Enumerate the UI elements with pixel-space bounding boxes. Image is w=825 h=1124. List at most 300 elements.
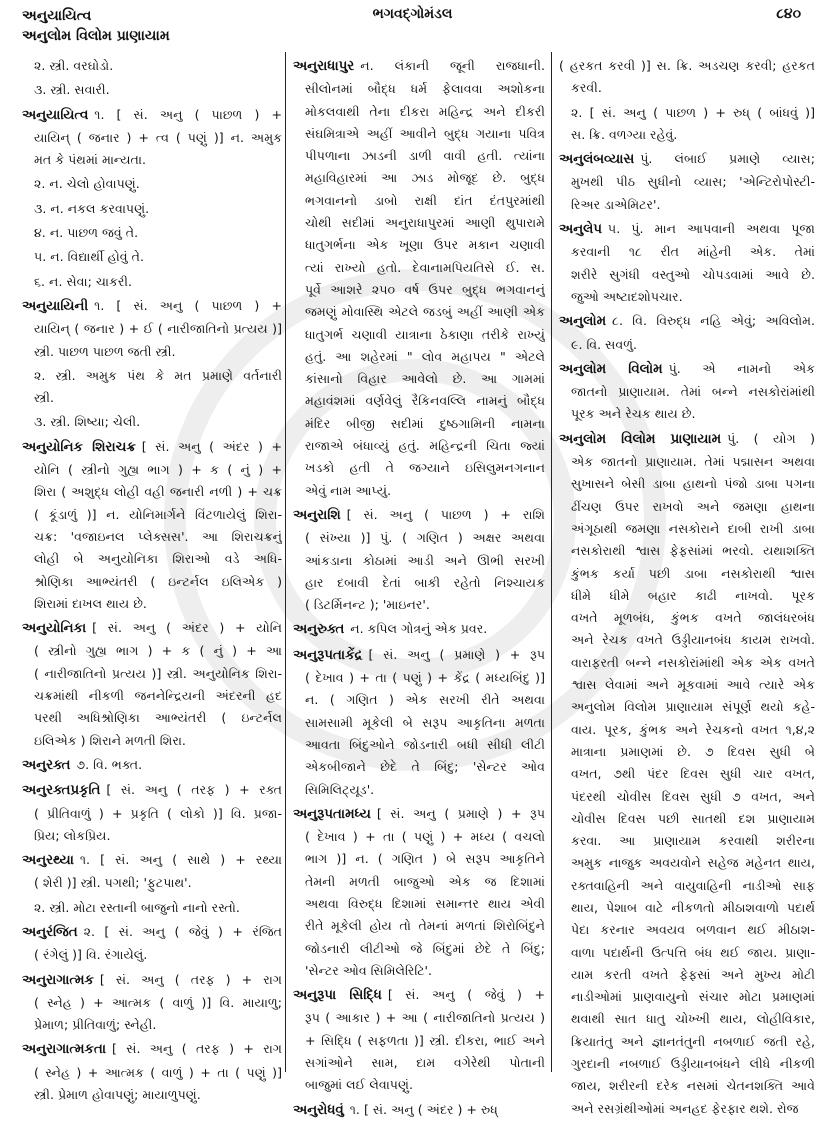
entry-line xyxy=(293,234,545,256)
definition-text: મુખથી પીઠ સુધીનો વ્યાસ; 'એન્ટિરોપોસ્ટી- xyxy=(571,174,815,190)
headword: અનુરાગાત્મક xyxy=(22,972,94,988)
entry-sense xyxy=(559,55,815,100)
entry-line xyxy=(293,1074,545,1096)
entry-line xyxy=(559,1075,815,1097)
entry-sense xyxy=(559,102,815,147)
dictionary-entry xyxy=(293,1099,545,1122)
definition-text: [ સં. અનુ ( પાછળ ) + રાશિ xyxy=(346,506,545,522)
definition-text: નાડીઓમાં પ્રાણવાયુનો સંચાર મોટા પ્રમાણમાં xyxy=(571,989,815,1005)
definition-text: સીલોનમાં બૌદ્ધ ધર્મ ફેલાવવા અશોકના xyxy=(305,81,545,97)
definition-text: સંઘમિત્રાએ અહીં આવીને બુદ્ધ ગયાના પવિત્ર xyxy=(305,125,545,141)
definition-text: પંદરથી ચોવીસ દિવસ સુધી ૭ વખત, અને xyxy=(571,788,815,804)
definition-text: પું. ( યોગ ) xyxy=(727,430,815,446)
definition-text: એકબીજાને છેદે તે બિંદુ; 'સેન્ટર ઓવ xyxy=(305,759,545,775)
entry-sense xyxy=(22,271,282,293)
entry-line xyxy=(22,526,282,548)
entry-line xyxy=(22,149,282,171)
entry-line xyxy=(559,77,815,99)
definition-text: ન. કપિલ ગોત્રનું એક પ્રવર. xyxy=(350,621,488,637)
definition-text: અમુક નાજુક અવયવોને સહેજ મહેનત થાય, xyxy=(571,855,815,871)
definition-text: ક્રિયાતંતુ અને જ્ઞાનતંતુની નબળાઈ જતી રહે, xyxy=(571,1033,815,1049)
entry-line xyxy=(22,198,282,220)
definition-text: ( પ્રીતિવાળું ) + પ્રકૃતિ ( લોકો )] વિ. પ્રજા- xyxy=(34,805,282,821)
definition-text: નસકોરાથી શ્વાસ ફેફસાંમાં ભરવો. યથાશક્તિ xyxy=(571,543,815,559)
definition-text: ખડકો હતી તે જગ્યાને ઇસિલુમનગનાન xyxy=(305,460,545,476)
dictionary-entry xyxy=(293,504,545,616)
definition-text: વાળા પદાર્થની ઉત્પત્તિ બંધ થઈ જાય. પ્રાણા- xyxy=(571,944,815,960)
guide-word-first: અનુયાયિત્વ xyxy=(22,8,92,24)
entry-line xyxy=(559,171,815,193)
entry-line xyxy=(293,346,545,368)
entry-line xyxy=(22,295,282,318)
headword: અનુરુક્ત xyxy=(293,622,345,638)
entry-line xyxy=(559,786,815,808)
headword: અનુયોનિક શિરાચક્ર xyxy=(22,439,136,455)
entry-line xyxy=(559,585,815,607)
column-3 xyxy=(559,55,815,1122)
definition-text: ( ડિટર્મિનન્ટ ); 'માઇનર'. xyxy=(305,597,430,613)
entry-sense xyxy=(22,55,282,77)
headword: અનુયાયિની xyxy=(22,298,89,314)
entry-line xyxy=(293,689,545,711)
entry-line xyxy=(293,915,545,937)
definition-text: લોહી બે અનુયોનિકા શિરાઓ વડે અધિ- xyxy=(34,551,282,567)
dictionary-entry xyxy=(22,849,282,895)
definition-text: ૨. સ્ત્રી. અમુક પંથ કે મત પ્રમાણે વર્તનારી xyxy=(34,367,282,383)
entry-line xyxy=(22,1014,282,1036)
dictionary-entry xyxy=(22,754,282,777)
entry-line xyxy=(22,104,282,127)
definition-text: રિઅર ડાએમિટર'. xyxy=(571,196,661,212)
headword: અનુરૂપતામધ્ય xyxy=(293,806,371,822)
definition-text: ( દેખાવ ) + તા ( પણું ) + મધ્ય ( વચલો xyxy=(305,829,545,845)
definition-text: મંદિર બીજી સદીમાં દુષ્ઠગામિની નામના xyxy=(305,415,545,431)
definition-text: આંકડાના કોઠામાં આડી અને ઊભી સરખી xyxy=(305,552,545,568)
entry-line xyxy=(22,271,282,293)
entry-line xyxy=(293,123,545,145)
definition-text: ૬. ન. સેવા; ચાકરી. xyxy=(34,273,132,289)
definition-text: કરવાની ૧૮ રીત માંહેની એક. તેમાં xyxy=(571,244,815,260)
entry-line xyxy=(559,194,815,216)
definition-text: ૯. વિ. સવળું. xyxy=(571,336,638,352)
definition-text: સામસામી મૂકેલી બે સરૂપ આકૃતિના મળતા xyxy=(305,714,545,730)
definition-text: પીપળાના ઝાડની ડાળી વાવી હતી. ત્યાંના xyxy=(305,148,545,164)
entry-line xyxy=(293,667,545,689)
definition-text: રૂપ ( આકાર ) + આ ( નારીજાતિનો પ્રત્યય ) xyxy=(305,1010,545,1026)
entry-line xyxy=(293,1007,545,1029)
entry-line xyxy=(559,310,815,333)
entry-line xyxy=(293,324,545,346)
definition-text: અનુલોમ વિલોમ પ્રાણાયામ સંપૂર્ણ થયો કહે- xyxy=(571,699,815,715)
entry-line xyxy=(22,593,282,615)
definition-text: મત કે પંથમાં માન્યતા. xyxy=(34,152,146,168)
entry-line xyxy=(293,55,545,78)
entry-line xyxy=(293,712,545,734)
entry-line xyxy=(293,572,545,594)
definition-text: ન. ( ગણિત ) એક સરખી રીતે અથવા xyxy=(305,692,545,708)
headword: અનુલોમ વિલોમ xyxy=(559,361,663,377)
dictionary-entry xyxy=(559,428,815,1120)
headword: અનુરાશિ xyxy=(293,507,341,523)
entry-line xyxy=(559,986,815,1008)
dictionary-entry xyxy=(22,921,282,967)
column-divider xyxy=(551,52,552,1072)
entry-line xyxy=(559,264,815,286)
entry-sense xyxy=(22,222,282,244)
definition-text: પેદા કરનાર અવયવ બળવાન થઈ મીઠાશ- xyxy=(571,922,815,938)
entry-line xyxy=(559,1031,815,1053)
headword: અનુયાયિત્વ xyxy=(22,107,89,123)
entry-line xyxy=(559,830,815,852)
definition-text: ૨. સ્ત્રી. મોટા રસ્તાની બાજુનો નાનો રસ્તો. xyxy=(34,899,240,915)
definition-text: અને રસગ્રંથીઓમાં અનહદ ફેરફાર થશે. રોજ xyxy=(571,1100,799,1116)
entry-line xyxy=(22,571,282,593)
definition-text: ઢીંચણ ઉપર રાખવો અને જમણા હાથના xyxy=(571,498,815,514)
entry-line xyxy=(22,55,282,77)
definition-text: વાય. પૂરક, કુંભક અને રેચકનો વખત ૧,૪,૨ xyxy=(571,721,815,737)
entry-line xyxy=(559,55,815,77)
definition-text: કાંસાનો વિહાર આવેલો છે. આ ગામમાં xyxy=(305,371,545,387)
entry-line xyxy=(559,358,815,381)
definition-text: ગુરદાની નબળાઈ ઉડ્ડીયાનબંધને લીધે નીકળી xyxy=(571,1056,815,1072)
entry-line xyxy=(293,734,545,756)
headword: અનુરક્તપ્રકૃતિ xyxy=(22,783,101,799)
entry-line xyxy=(293,893,545,915)
entry-line xyxy=(559,518,815,540)
entry-line xyxy=(22,318,282,340)
entry-line xyxy=(22,387,282,409)
entry-line xyxy=(559,496,815,518)
definition-text: [ સં. અનુ ( અંદર ) + xyxy=(141,438,282,454)
headword: અનુરાધાપુર xyxy=(293,59,355,74)
definition-text: ભગવાનનો ડાબો રાક્ષી દાંત દંતપુરમાંથી xyxy=(305,192,545,208)
definition-text: હતું. આ શહેરમાં " લોવ મહાપય " એટલે xyxy=(305,348,545,364)
entry-line xyxy=(559,148,815,171)
definition-text: હાર દબાવી દેતાં બાકી રહેતો નિશ્ચાયક xyxy=(305,574,545,590)
entry-line xyxy=(22,436,282,459)
entry-line xyxy=(22,79,282,101)
headword: અનુરાગાત્મકતા xyxy=(22,1042,107,1058)
entry-line xyxy=(559,540,815,562)
definition-text: ચક્રમાંથી નીકળી જનનેન્દ્રિયની અંદરની હદ xyxy=(34,688,282,704)
entry-line xyxy=(293,413,545,435)
entry-line xyxy=(293,826,545,848)
entry-line xyxy=(22,1062,282,1084)
definition-text: યામ કરતી વખતે ફેફસાં અને મુખ્ય મોટી xyxy=(571,966,815,982)
definition-text: ( સ્નેહ ) + આત્મક ( વાળું ) + તા ( પણું )] xyxy=(34,1064,282,1080)
headword: અનુરૂપા સિદ્ધિ xyxy=(293,988,382,1004)
definition-text: જુઓ અષ્ટાદશોપચાર. xyxy=(571,288,683,304)
definition-text: વખતે મૂળબંધ, કુંભક વખતે જાલંધરબંધ xyxy=(571,610,815,626)
dictionary-entry xyxy=(293,803,545,982)
entry-line xyxy=(22,707,282,729)
definition-text: વખત, ૭થી પંદર દિવસ સુધી ચાર વખત, xyxy=(571,766,815,782)
entry-line xyxy=(22,459,282,481)
entry-line xyxy=(22,222,282,244)
definition-text: ૭. વિ. ભક્ત. xyxy=(76,756,143,772)
dictionary-entry xyxy=(559,358,815,426)
definition-text: થવાથી સાત ધાતુ ચોખ્ખી થાય, લોહીવિકાર, xyxy=(571,1011,815,1027)
entry-line xyxy=(559,102,815,124)
definition-text: શરીરે સુગંધી વસ્તુઓ ચોપડવામાં આવે છે. xyxy=(571,266,815,282)
page-title: ભગવદ્ગોમંડલ xyxy=(372,6,453,22)
definition-text: યોનિ ( સ્ત્રીનો ગુહ્ય ભાગ ) + ક ( નું ) + xyxy=(34,462,282,478)
definition-text: ચક્ર: 'વજાઇનલ પ્લેક્સસ'. આ શિરાચક્રનું xyxy=(34,528,282,544)
dictionary-entry xyxy=(22,779,282,847)
entry-line xyxy=(293,848,545,870)
definition-text: ધાતુગર્ભ ચણાવી યાત્રાના ઠેકાણા તરીકે રાખ્યું xyxy=(305,326,545,342)
definition-text: માત્રાના પ્રમાણમાં છે. ૭ દિવસ સુધી બે xyxy=(571,743,815,759)
entry-line xyxy=(559,451,815,473)
headword: અનુરોધવું xyxy=(293,1102,344,1118)
definition-text: સ્ત્રી. પ્રેમાળ હોવાપણું; માયાળુપણું. xyxy=(34,1087,201,1103)
definition-text: ૨. સ્ત્રી. વરઘોડો. xyxy=(34,58,114,73)
entry-line xyxy=(559,696,815,718)
definition-text: ન. લંકાની જૂની રાજધાની. xyxy=(360,58,545,73)
entry-sense xyxy=(22,411,282,433)
entry-line xyxy=(22,992,282,1014)
headword: અનુરૂપતાકેંદ્ર xyxy=(293,647,363,663)
definition-text: પું. એ નામનો એક xyxy=(668,360,815,376)
dictionary-entry xyxy=(22,1038,282,1106)
definition-text: ધીમે ધીમે બહાર કાઢી નાખવો. પૂરક xyxy=(571,587,815,603)
definition-text: ૪. ન. પાછળ જવું તે. xyxy=(34,225,139,241)
definition-text: ચોવીસ દિવસ પછી સાતથી દશ પ્રાણાયામ xyxy=(571,810,815,826)
entry-line xyxy=(559,218,815,241)
entry-line xyxy=(559,124,815,146)
definition-text: કરવી. xyxy=(571,80,602,96)
dictionary-entry xyxy=(22,969,282,1037)
headword: અનુરંજિત xyxy=(22,924,78,940)
entry-line xyxy=(293,960,545,982)
entry-line xyxy=(293,756,545,778)
definition-text: જાય, શરીરની દરેક નસમાં ચેતનશક્તિ આવે xyxy=(571,1078,815,1094)
entry-line xyxy=(559,241,815,263)
definition-text: થાય, પેશાબ વાટે નીકળતો મીઠાશવાળો પદાર્થ xyxy=(571,899,815,915)
definition-text: ( નારીજાતિનો પ્રત્યય )] સ્ત્રી. અનુયોનિક શિરા- xyxy=(34,665,282,681)
entry-line xyxy=(559,852,815,874)
definition-text: બાજુમાં લઈ લેવાપણું. xyxy=(305,1077,413,1093)
entry-line xyxy=(293,257,545,279)
definition-text: ( શેરી )] સ્ત્રી. પગથી; 'ફુટપાથ'. xyxy=(34,875,192,891)
entry-line xyxy=(293,594,545,616)
definition-text: સ્ત્રી. xyxy=(34,390,55,406)
definition-text: સુખાસને બેસી ડાબા હાથનો પંજો ડાબા પગના xyxy=(571,476,815,492)
entry-line xyxy=(22,944,282,966)
entry-line xyxy=(22,803,282,825)
definition-text: કુંભક કર્યા પછી ડાબા નસકોરાથી શ્વાસ xyxy=(571,565,815,581)
entry-line xyxy=(559,629,815,651)
definition-text: અંગૂઠાથી જમણા નસકોરાને દાબી રાખી ડાબા xyxy=(571,520,815,536)
definition-text: ૧. [ સં. અનુ ( પાછળ ) + xyxy=(94,297,282,313)
definition-text: અથવા વિરુદ્ધ દિશામાં સમાન્તર થાય એવી xyxy=(305,895,545,911)
entry-sense xyxy=(22,198,282,220)
definition-text: ( સ્ત્રીનો ગુહ્ય ભાગ ) + ક ( નું ) + આ xyxy=(34,643,282,659)
entry-line xyxy=(22,663,282,685)
entry-line xyxy=(293,212,545,234)
entry-line xyxy=(22,754,282,777)
definition-text: આવતા બિંદુઓને જોડનારી બધી સીધી લીટી xyxy=(305,736,545,752)
definition-text: વારાફરતી બન્ને નસકોરાંમાંથી એક એક વખતે xyxy=(571,654,815,670)
entry-line xyxy=(293,368,545,390)
entry-line xyxy=(293,984,545,1007)
entry-line xyxy=(22,411,282,433)
entry-line xyxy=(22,730,282,752)
headword: અનુલોમ વિલોમ પ્રાણાયામ xyxy=(559,431,722,447)
entry-line xyxy=(22,640,282,662)
definition-text: પ્રેમાળ; પ્રીતિવાળું; સ્નેહી. xyxy=(34,1017,157,1033)
definition-text: યાયિન્ ( જનાર ) + ઈ ( નારીજાતિનો પ્રત્યય )] xyxy=(34,321,282,337)
definition-text: રક્તવાહિની અને વાયુવાહિની નાડીઓ સાફ xyxy=(571,877,815,893)
definition-text: શ્રોણિકા આભ્યંતરી ( ઇન્ટર્નલ ઇલિએક ) xyxy=(34,573,282,589)
entry-line xyxy=(559,897,815,919)
definition-text: ( સ્નેહ ) + આત્મક ( વાળું )] વિ. માયાળુ; xyxy=(34,994,282,1010)
entry-line xyxy=(22,1038,282,1061)
entry-sense xyxy=(22,79,282,101)
definition-text: પરથી અધિશ્રોણિકા આભ્યંતરી ( ઇન્ટર્નલ xyxy=(34,710,282,726)
entry-line xyxy=(559,563,815,585)
definition-text: શ્વાસ લેવામાં અને મૂકવામાં આવે ત્યારે એક xyxy=(571,677,815,693)
definition-text: [ સં. અનુ ( પ્રમાણે ) + રૂપ xyxy=(376,805,545,821)
headword: અનુરથ્યા xyxy=(22,853,74,869)
headword: અનુલંબવ્યાસ xyxy=(559,152,635,168)
entry-line xyxy=(559,1008,815,1030)
entry-line xyxy=(293,101,545,123)
entry-line xyxy=(559,919,815,941)
definition-text: ( હરકત કરવી )] સ. ક્રિ. અડચણ કરવી; હરકત xyxy=(559,58,815,73)
definition-text: એવું નામ આપ્યું. xyxy=(305,482,392,498)
definition-text: યાયિન્ ( જનાર ) + ત્વ ( પણું )] ન. અમુક xyxy=(34,129,282,145)
definition-text: ૩. ન. નકલ કરવાપણું. xyxy=(34,200,150,216)
column-1 xyxy=(22,55,282,1108)
dictionary-entry xyxy=(559,310,815,356)
dictionary-entry xyxy=(559,218,815,308)
entry-line xyxy=(22,617,282,640)
entry-line xyxy=(293,457,545,479)
definition-text: 'સેન્ટર ઓવ સિમિલેરિટિ'. xyxy=(305,962,432,978)
entry-line xyxy=(293,803,545,826)
definition-text: જાતનો પ્રાણાયામ. તેમાં બન્ને નસકોરાંમાંથી xyxy=(571,384,815,400)
definition-text: ( કૂંડાળું )] ન. યોનિમાર્ગને વિંટળાયેલું શિરા- xyxy=(34,506,282,522)
entry-line xyxy=(22,365,282,387)
definition-text: ભાગ )] ન. ( ગણિત ) બે સરૂપ આકૃતિને xyxy=(305,851,545,867)
definition-text: મોકલવાથી તેના દીકરા મહિન્દ્ર અને દીકરી xyxy=(305,103,545,119)
definition-text: ઇલિએક ) શિરાને મળતી શિરા. xyxy=(34,732,186,748)
entry-line xyxy=(293,1030,545,1052)
dictionary-entry xyxy=(293,618,545,641)
dictionary-entry xyxy=(559,148,815,216)
entry-line xyxy=(22,173,282,195)
definition-text: અને રેચક વખતે ઉડ્ડીયાનબંધ કાયમ રાખવો. xyxy=(571,632,815,648)
entry-line xyxy=(293,390,545,412)
definition-text: ૧. [ સં. અનુ ( પાછળ ) + xyxy=(94,106,282,122)
definition-text: [ સં. અનુ ( તરફ ) + રાગ xyxy=(99,971,282,987)
entry-line xyxy=(22,825,282,847)
headword: અનુલોમ xyxy=(559,314,607,330)
entry-line xyxy=(559,381,815,403)
entry-line xyxy=(293,938,545,960)
entry-line xyxy=(22,341,282,363)
entry-line xyxy=(293,145,545,167)
definition-text: ૧. [ સં. અનુ ( અંદર ) + રુધ્ xyxy=(349,1101,498,1117)
definition-text: [ સં. અનુ ( પ્રમાણે ) + રૂપ xyxy=(368,646,545,662)
entry-sense xyxy=(22,365,282,410)
entry-line xyxy=(293,301,545,323)
definition-text: શિરામાં દાખલ થાય છે. xyxy=(34,595,147,611)
entry-line xyxy=(22,849,282,872)
entry-line xyxy=(293,871,545,893)
page-number: ૮૪૦ xyxy=(776,6,801,22)
entry-line xyxy=(559,334,815,356)
entry-line xyxy=(293,190,545,212)
entry-line xyxy=(293,167,545,189)
definition-text: ૨. ન. ચેલો હોવાપણું. xyxy=(34,176,140,192)
entry-line xyxy=(293,504,545,527)
entry-line xyxy=(559,286,815,308)
definition-text: ૮. વિ. વિરુદ્ધ નહિ એવું; અવિલોમ. xyxy=(612,313,815,329)
entry-line xyxy=(293,618,545,641)
definition-text: [ સં. અનુ ( જેવું ) + xyxy=(387,987,545,1003)
definition-text: પૂર્વે આશરે ૨૫૦ વર્ષ ઉપર બુદ્ધ ભગવાનનું xyxy=(305,281,545,297)
definition-text: ૩. સ્ત્રી. શિષ્યા; ચેલી. xyxy=(34,414,141,430)
definition-text: ( રંગેલું )] વિ. રંગાયેલું. xyxy=(34,947,148,963)
headword: અનુલેપ xyxy=(559,222,602,238)
entry-line xyxy=(22,969,282,992)
entry-line xyxy=(559,607,815,629)
definition-text: મહાવંશમાં વર્ણવેલું રૈકિનવલ્લિ નામનું બૌદ્ધ xyxy=(305,393,545,409)
definition-text: ૫. ન. વિદ્યાર્થી હોવું તે. xyxy=(34,249,144,265)
entry-line xyxy=(559,964,815,986)
entry-line xyxy=(293,779,545,801)
entry-line xyxy=(293,279,545,301)
entry-line xyxy=(559,674,815,696)
dictionary-entry xyxy=(293,644,545,801)
entry-line xyxy=(559,763,815,785)
entry-line xyxy=(22,921,282,944)
entry-line xyxy=(22,1084,282,1106)
definition-text: જોડનારી લીટીઓ જે બિંદુમાં છેદે તે બિંદુ; xyxy=(305,940,545,956)
entry-line xyxy=(22,779,282,802)
definition-text: ૫. પું. માન આપવાની અથવા પૂજા xyxy=(607,221,815,237)
column-2 xyxy=(293,55,545,1124)
entry-line xyxy=(559,428,815,451)
definition-text: પ્રિય; લોકપ્રિય. xyxy=(34,827,111,843)
entry-line xyxy=(22,246,282,268)
entry-line xyxy=(293,527,545,549)
entry-line xyxy=(559,652,815,674)
definition-text: મહાવિહારમાં આ ઝાડ મોજૂદ છે. બુદ્ધ xyxy=(305,170,545,186)
definition-text: ૨. [ સં. અનુ ( જેવું ) + રંજિત xyxy=(83,923,282,939)
definition-text: ૨. [ સં. અનુ ( પાછળ ) + રુધ્ ( બાંધવું )] xyxy=(571,104,815,120)
entry-line xyxy=(559,942,815,964)
headword: અનુરક્ત xyxy=(22,757,71,773)
entry-line xyxy=(559,473,815,495)
definition-text: રીતે મૂકેલી હોય તો તેમનાં મળતાં શિરોબિંદુને xyxy=(305,918,545,934)
dictionary-entry xyxy=(293,55,545,502)
entry-line xyxy=(22,504,282,526)
definition-text: ત્યાં રાખ્યો હતો. દેવાનામપિયતિસે ઈ. સ. xyxy=(305,259,545,275)
definition-text: ધાતુગર્ભના એક ખૂણા ઉપર મકાન ચણાવી xyxy=(305,237,545,253)
entry-line xyxy=(22,548,282,570)
definition-text: કરવા. આ પ્રાણાયામ કરવાથી શરીરના xyxy=(571,833,815,849)
definition-text: સગાંઓને સામ, દામ વગેરેથી પોતાની xyxy=(305,1055,545,1071)
dictionary-entry xyxy=(22,436,282,615)
definition-text: તેમની મળતી બાજુઓ એક જ દિશામાં xyxy=(305,873,545,889)
dictionary-entry xyxy=(22,617,282,752)
definition-text: સિમિલિટ્યૂડ'. xyxy=(305,781,375,797)
entry-line xyxy=(293,550,545,572)
entry-line xyxy=(293,78,545,100)
